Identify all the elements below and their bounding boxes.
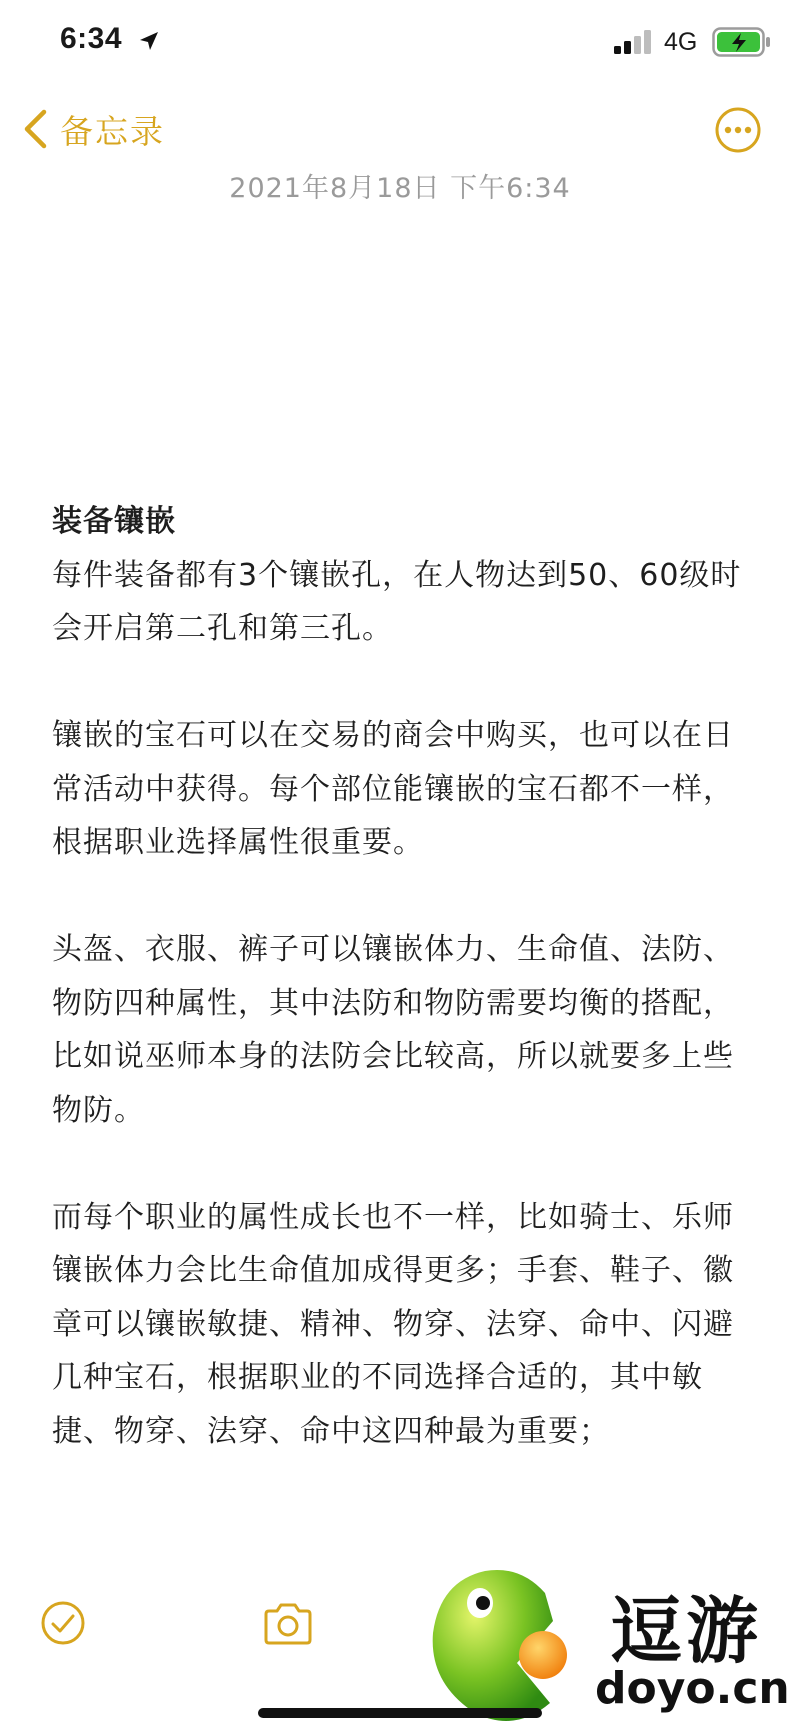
note-paragraph: 而每个职业的属性成长也不一样，比如骑士、乐师镶嵌体力会比生命值加成得更多；手套、鞋子、徽章可以镶嵌敏捷、精神、物穿、法穿、命中、闪避几种宝石，根据职业的不同选择合适的，其中敏捷、物穿、法穿、命中这四种最为重要； bbox=[52, 1199, 734, 1449]
note-body[interactable] bbox=[52, 495, 752, 1512]
note-paragraph: 镶嵌的宝石可以在交易的商会中购买，也可以在日常活动中获得。每个部位能镶嵌的宝石都不一样，根据职业选择属性很重要。 bbox=[52, 718, 734, 860]
note-title: 装备镶嵌 bbox=[52, 504, 176, 539]
more-options-button[interactable] bbox=[714, 106, 762, 154]
watermark-url: doyo.cn bbox=[595, 1663, 790, 1714]
camera-button[interactable] bbox=[262, 1602, 314, 1646]
ellipsis-circle-icon bbox=[717, 109, 759, 151]
network-type-label: 4G bbox=[664, 28, 698, 56]
back-label: 备忘录 bbox=[60, 111, 165, 151]
status-time: 6:34 bbox=[60, 22, 123, 55]
home-indicator[interactable] bbox=[258, 1708, 542, 1718]
chevron-left-icon bbox=[22, 109, 48, 149]
doyo-mascot-logo bbox=[425, 1563, 575, 1728]
doyo-watermark bbox=[425, 1563, 800, 1731]
cellular-signal-icon bbox=[614, 30, 654, 54]
location-arrow-icon bbox=[138, 30, 160, 52]
watermark-name: 逗游 bbox=[610, 1589, 763, 1673]
note-date: 2021年8月18日 下午6:34 bbox=[229, 173, 571, 204]
camera-icon bbox=[266, 1605, 310, 1643]
status-bar bbox=[0, 0, 800, 90]
checkmark-circle-icon bbox=[43, 1603, 83, 1643]
back-button[interactable] bbox=[22, 104, 165, 154]
battery-charging-icon bbox=[712, 27, 772, 57]
checklist-button[interactable] bbox=[40, 1600, 86, 1646]
note-paragraph: 头盔、衣服、裤子可以镶嵌体力、生命值、法防、物防四种属性，其中法防和物防需要均衡的搭配，比如说巫师本身的法防会比较高，所以就要多上些物防。 bbox=[52, 932, 734, 1128]
note-paragraph: 每件装备都有3个镶嵌孔，在人物达到50、60级时会开启第二孔和第三孔。 bbox=[52, 557, 742, 646]
